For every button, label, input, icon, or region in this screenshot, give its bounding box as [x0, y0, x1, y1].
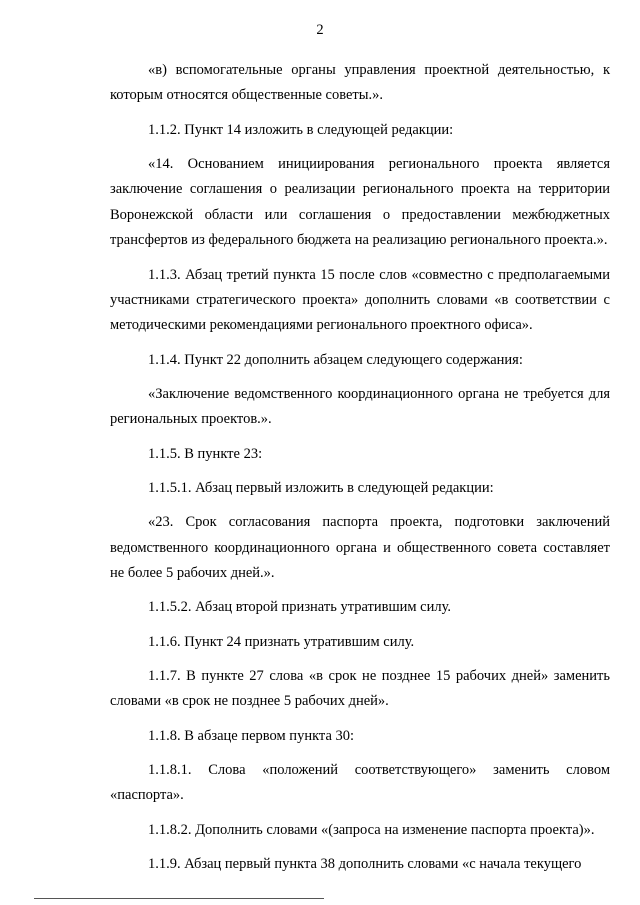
paragraph: 1.1.8. В абзаце первом пункта 30: — [148, 727, 355, 744]
paragraph: 1.1.7. В пункте 27 слова «в срок не позднее 15 рабочих дней» заменить словами «в срок не позднее 5 рабочих дней». — [110, 667, 610, 710]
paragraph: «14. Основанием инициирования регионального проекта является заключение соглашения о реализации регионального проекта на территории Воронежской области или соглашения о предоставлении межбюджетных трансфертов из федерального бюджета на реализацию регионального проекта.». — [110, 156, 610, 249]
paragraph: 1.1.6. Пункт 24 признать утратившим силу. — [148, 633, 415, 650]
paragraph: 1.1.5.2. Абзац второй признать утратившим силу. — [148, 599, 452, 616]
paragraph: 1.1.8.1. Слова «положений соответствующего» заменить словом «паспорта». — [110, 761, 610, 804]
paragraph: 1.1.2. Пункт 14 изложить в следующей редакции: — [148, 121, 454, 138]
paragraph: 1.1.9. Абзац первый пункта 38 дополнить словами «с начала текущего — [148, 855, 582, 872]
bottom-rule — [34, 898, 324, 899]
paragraph: 1.1.5.1. Абзац первый изложить в следующей редакции: — [148, 479, 494, 496]
page-number: 2 — [316, 22, 324, 38]
paragraph: 1.1.4. Пункт 22 дополнить абзацем следующего содержания: — [148, 351, 523, 368]
paragraph: 1.1.3. Абзац третий пункта 15 после слов «совместно с предполагаемыми участниками стратегического проекта» дополнить словами «в соответствии с методическими рекомендациями регионального проектного офиса». — [110, 266, 610, 334]
paragraph: «23. Срок согласования паспорта проекта, подготовки заключений ведомственного координационного органа и общественного совета составляет не более 5 рабочих дней.». — [110, 514, 610, 582]
paragraph: 1.1.8.2. Дополнить словами «(запроса на изменение паспорта проекта)». — [148, 821, 595, 838]
paragraph: «в) вспомогательные органы управления проектной деятельностью, к которым относятся общественные советы.». — [110, 62, 610, 104]
document-body — [110, 58, 610, 886]
paragraph: 1.1.5. В пункте 23: — [148, 445, 263, 462]
paragraph: «Заключение ведомственного координационного органа не требуется для региональных проектов.». — [110, 385, 610, 428]
